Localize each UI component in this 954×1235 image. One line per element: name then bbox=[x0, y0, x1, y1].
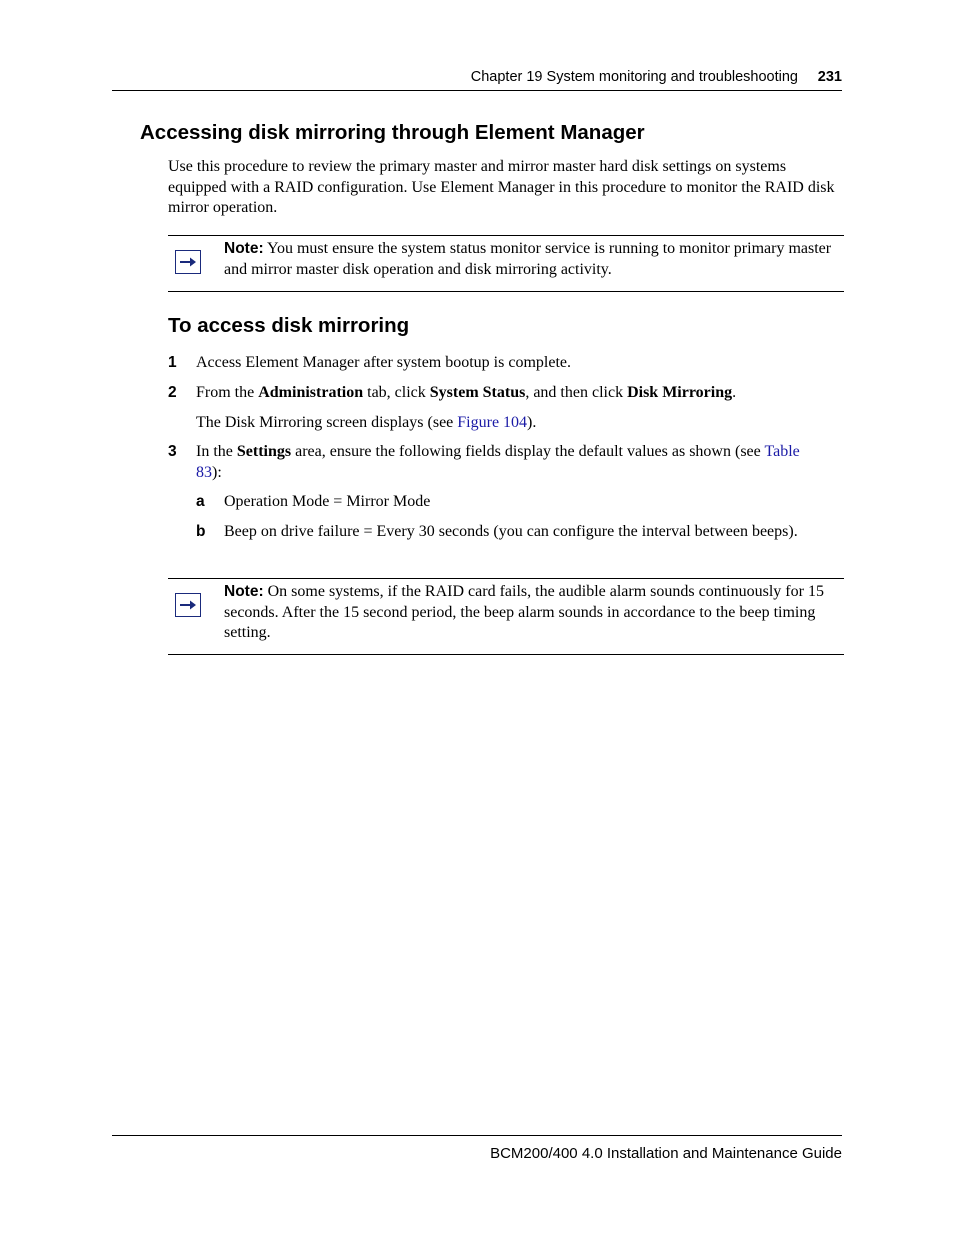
text-run: area, ensure the following fields display the default values as shown (see bbox=[291, 443, 765, 460]
note-body: You must ensure the system status monitor service is running to monitor primary master and mirror master disk operation and disk mirroring activity. bbox=[224, 240, 832, 278]
ui-label-system-status: System Status bbox=[429, 384, 526, 401]
ui-label-administration: Administration bbox=[258, 384, 364, 401]
intro-paragraph: Use this procedure to review the primary master and mirror master hard disk settings on systems equipped with a RAID configuration. Use Element Manager in this procedure to monitor the RAID disk mirror operation. bbox=[168, 158, 835, 216]
text-run: In the bbox=[196, 443, 237, 460]
figure-link[interactable]: Figure 104 bbox=[457, 414, 528, 431]
footer-title: BCM200/400 4.0 Installation and Maintenance Guide bbox=[490, 1145, 842, 1162]
arrow-right-icon bbox=[175, 593, 201, 617]
note-box bbox=[168, 578, 844, 655]
section-title: Accessing disk mirroring through Element Manager bbox=[140, 121, 645, 144]
step-number: 1 bbox=[168, 354, 177, 371]
text-run: ): bbox=[212, 463, 222, 481]
substep-text: Beep on drive failure = Every 30 seconds (you can configure the interval between beeps). bbox=[224, 523, 798, 540]
text-run: The Disk Mirroring screen displays (see bbox=[196, 414, 458, 431]
footer-rule bbox=[112, 1135, 842, 1136]
text-run: tab, click bbox=[363, 384, 430, 401]
running-header bbox=[112, 68, 842, 90]
substep-letter: a bbox=[196, 493, 205, 510]
page-number: 231 bbox=[817, 69, 842, 85]
substep-text: Operation Mode = Mirror Mode bbox=[224, 493, 431, 510]
step-text bbox=[196, 383, 836, 404]
text-run: From the bbox=[196, 384, 259, 401]
substep-letter: b bbox=[196, 523, 206, 540]
note-text bbox=[224, 239, 844, 280]
note-label: Note: bbox=[224, 583, 264, 600]
procedure-title: To access disk mirroring bbox=[168, 314, 410, 337]
text-run: , and then click bbox=[525, 384, 628, 401]
arrow-right-icon bbox=[175, 250, 201, 274]
note-label: Note: bbox=[224, 240, 264, 257]
header-rule bbox=[112, 90, 842, 91]
ui-label-settings: Settings bbox=[236, 443, 292, 460]
note-box bbox=[168, 235, 844, 292]
table-link[interactable]: Table 83 bbox=[196, 443, 800, 481]
ui-label-disk-mirroring: Disk Mirroring bbox=[627, 384, 733, 401]
step-number: 3 bbox=[168, 443, 177, 460]
step-number: 2 bbox=[168, 384, 177, 401]
step-text bbox=[196, 442, 816, 483]
step-text: Access Element Manager after system bootup is complete. bbox=[196, 354, 571, 371]
text-run: ). bbox=[527, 414, 537, 431]
note-body: On some systems, if the RAID card fails, the audible alarm sounds continuously for 15 seconds. After the 15 second period, the beep alarm sounds in accordance to the beep timing setting. bbox=[224, 583, 824, 641]
note-text bbox=[224, 582, 844, 644]
text-run: . bbox=[732, 384, 737, 401]
header-chapter: Chapter 19 System monitoring and troubleshooting bbox=[470, 69, 798, 85]
step-result bbox=[196, 413, 836, 434]
